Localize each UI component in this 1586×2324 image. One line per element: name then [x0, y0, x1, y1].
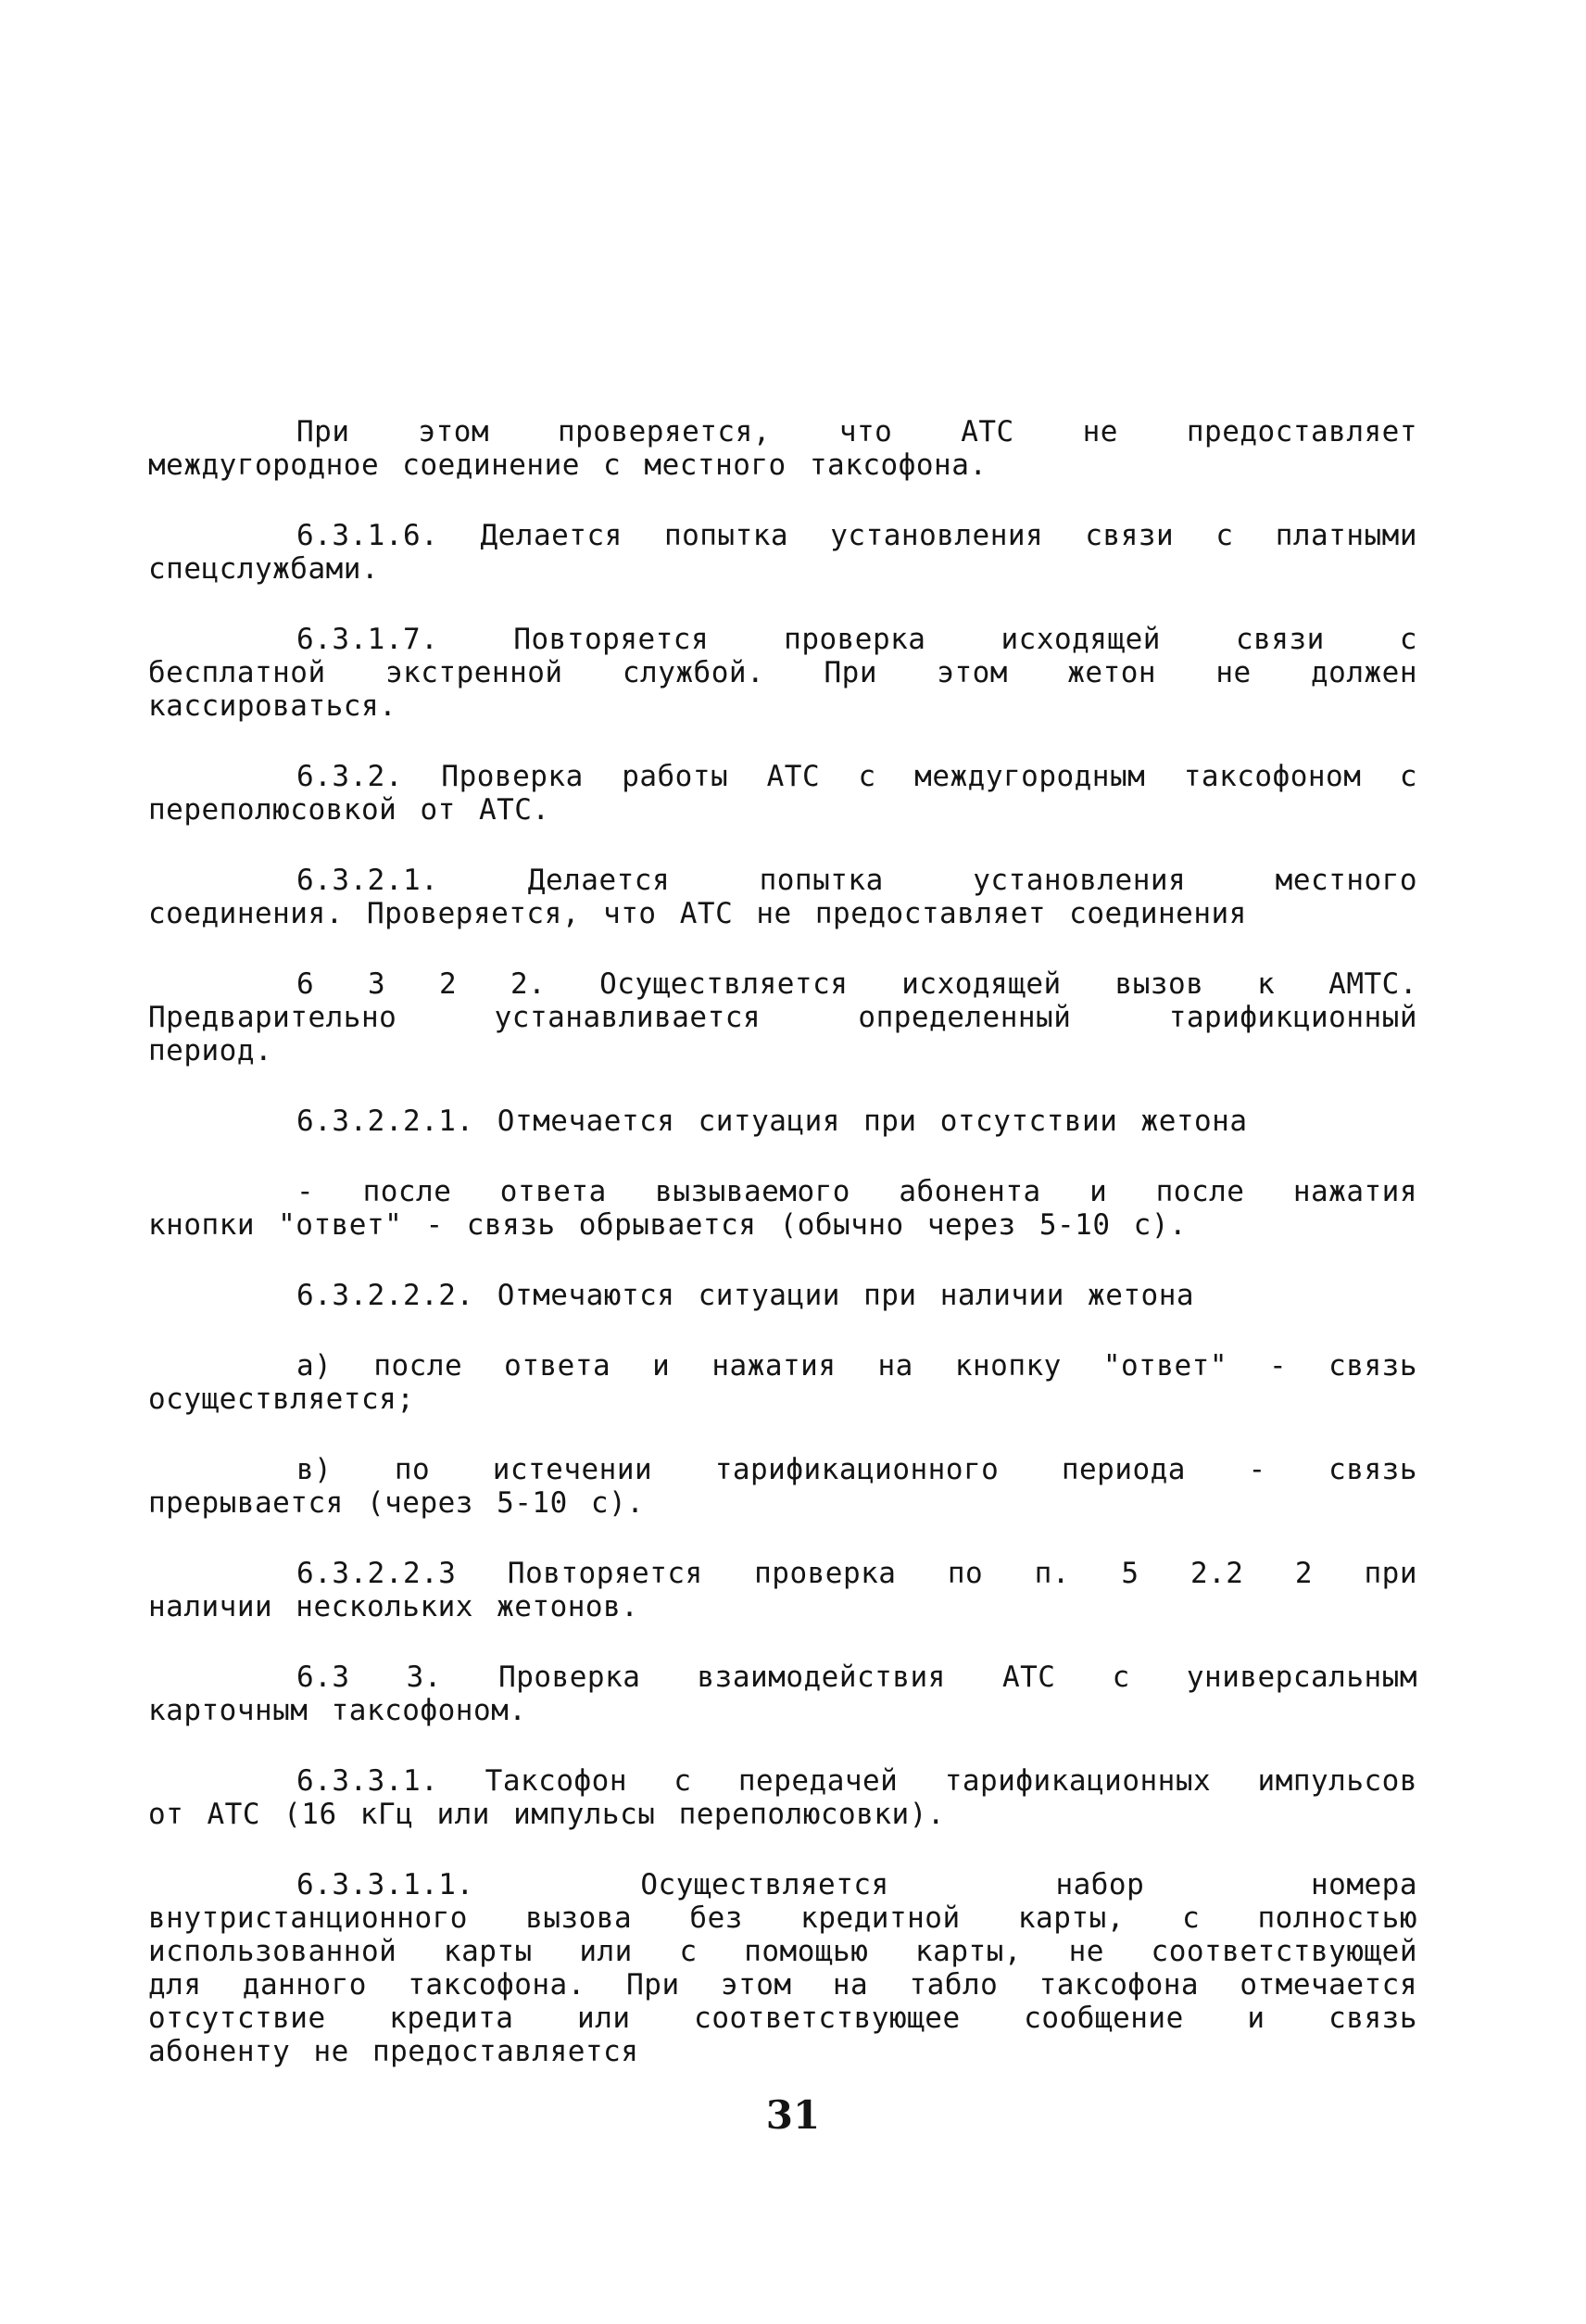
paragraph [148, 1175, 1417, 1242]
paragraph-line: кнопки "ответ" - связь обрывается (обычно через 5-10 с). [148, 1208, 1188, 1242]
paragraph-line: внутристанционного вызова без кредитной карты, с полностью [148, 1901, 1417, 1935]
paragraph-line: отсутствие кредита или соответствующее сообщение и связь [148, 2002, 1417, 2035]
paragraph-line: 6.3.1.7. Повторяется проверка исходящей связи с [296, 623, 1417, 656]
paragraph-line: 6.3.2. Проверка работы АТС с междугородным таксофоном с [296, 760, 1417, 793]
paragraph-line: спецслужбами. [148, 552, 380, 586]
paragraph-line: 6 3 2 2. Осуществляется исходящей вызов к АМТС. [296, 967, 1417, 1001]
paragraph [148, 760, 1417, 827]
paragraph-line: абоненту не предоставляется [148, 2035, 639, 2068]
paragraph-line: карточным таксофоном. [148, 1694, 527, 1727]
paragraph [148, 519, 1417, 586]
paragraph [148, 1279, 1417, 1312]
paragraph-line: а) после ответа и нажатия на кнопку "ответ" - связь [296, 1349, 1417, 1383]
paragraph [148, 1764, 1417, 1831]
paragraph-line: от АТС (16 кГц или импульсы переполюсовки). [148, 1798, 946, 1831]
page-number: 31 [765, 2092, 821, 2138]
paragraph-line: междугородное соединение с местного таксофона. [148, 448, 988, 482]
paragraph-line: 6.3.3.1.1. Осуществляется набор номера [296, 1868, 1417, 1901]
paragraph-line: для данного таксофона. При этом на табло таксофона отмечается [148, 1968, 1417, 2002]
document-body [148, 415, 1417, 2105]
paragraph [148, 1105, 1417, 1138]
paragraph-line: Предварительно устанавливается определенный тарификционный [148, 1001, 1417, 1034]
paragraph [148, 967, 1417, 1067]
paragraph-line: наличии нескольких жетонов. [148, 1590, 639, 1623]
paragraph-line: 6.3.2.2.2. Отмечаются ситуации при наличии жетона [296, 1279, 1195, 1312]
paragraph-line: осуществляется; [148, 1383, 415, 1416]
paragraph [148, 623, 1417, 723]
paragraph-line: 6.3.1.6. Делается попытка установления связи с платными [296, 519, 1417, 552]
paragraph-line: период. [148, 1034, 273, 1067]
paragraph-line: бесплатной экстренной службой. При этом жетон не должен [148, 656, 1417, 689]
paragraph [148, 1557, 1417, 1623]
paragraph-line: соединения. Проверяется, что АТС не предоставляет соединения [148, 897, 1247, 930]
paragraph [148, 1868, 1417, 2068]
paragraph-line: 6.3.2.2.3 Повторяется проверка по п. 5 2.2 2 при [296, 1557, 1417, 1590]
paragraph-line: 6.3.2.2.1. Отмечается ситуация при отсутствии жетона [296, 1105, 1248, 1138]
paragraph-line: 6.3 3. Проверка взаимодействия АТС с универсальным [296, 1661, 1417, 1694]
paragraph [148, 1661, 1417, 1727]
paragraph-line: При этом проверяется, что АТС не предоставляет [296, 415, 1417, 448]
paragraph-line: 6.3.2.1. Делается попытка установления местного [296, 864, 1417, 897]
paragraph-line: прерывается (через 5-10 с). [148, 1486, 645, 1520]
paragraph [148, 1349, 1417, 1416]
paragraph-line: - после ответа вызываемого абонента и после нажатия [296, 1175, 1417, 1208]
paragraph [148, 1453, 1417, 1520]
paragraph [148, 864, 1417, 930]
paragraph-line: использованной карты или с помощью карты, не соответствующей [148, 1935, 1417, 1968]
paragraph-line: в) по истечении тарификационного периода - связь [296, 1453, 1417, 1486]
paragraph-line: кассироваться. [148, 689, 397, 723]
paragraph-line: 6.3.3.1. Таксофон с передачей тарификационных импульсов [296, 1764, 1417, 1798]
paragraph [148, 415, 1417, 482]
paragraph-line: переполюсовкой от АТС. [148, 793, 550, 827]
